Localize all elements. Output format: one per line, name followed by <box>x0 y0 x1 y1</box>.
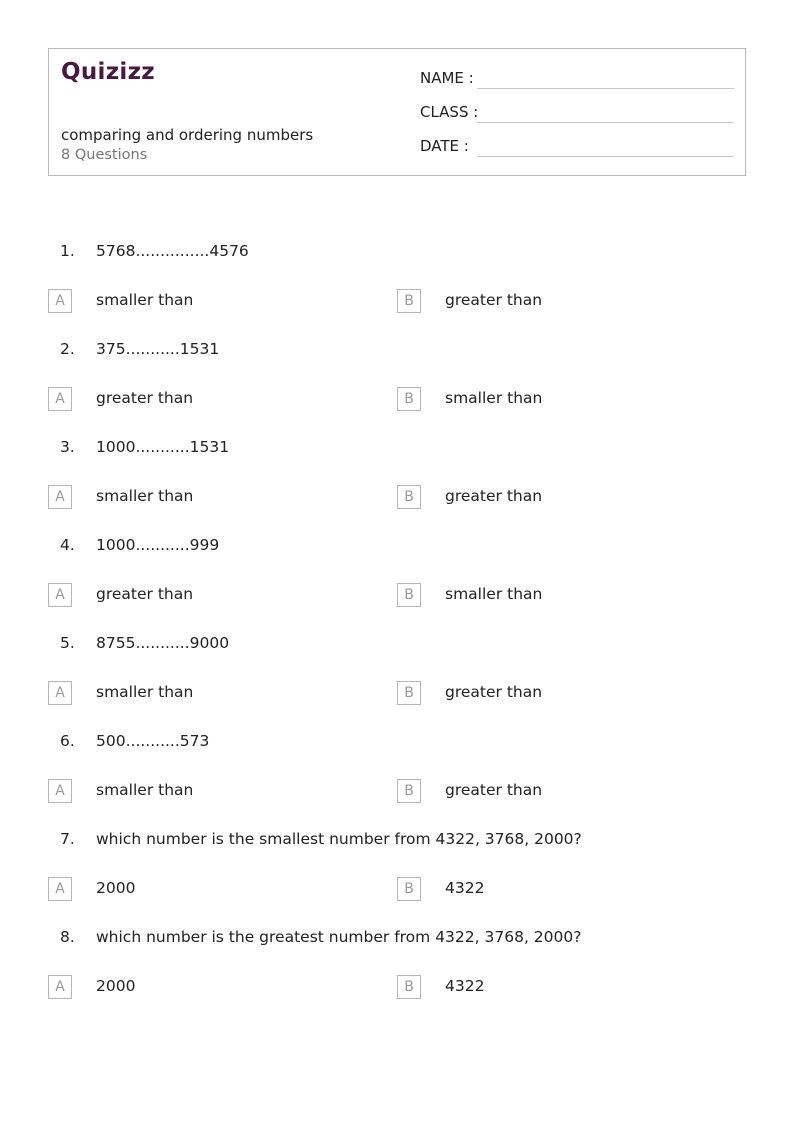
option-b-text: greater than <box>445 291 543 309</box>
name-label: NAME : <box>420 69 474 87</box>
quizizz-logo: Quizizz <box>61 59 155 85</box>
question-text: which number is the greatest number from 4322, 3768, 2000? <box>96 928 582 946</box>
question-number: 6. <box>60 732 75 750</box>
option-b-checkbox[interactable]: B <box>397 583 421 607</box>
option-b-checkbox[interactable]: B <box>397 779 421 803</box>
option-b-checkbox[interactable]: B <box>397 289 421 313</box>
option-a-checkbox[interactable]: A <box>48 779 72 803</box>
option-b-text: smaller than <box>445 389 543 407</box>
question-text: 5768...............4576 <box>96 242 249 260</box>
question-count: 8 Questions <box>61 147 148 163</box>
option-a-text: 2000 <box>96 977 136 995</box>
question-text: 375...........1531 <box>96 340 220 358</box>
date-line[interactable] <box>477 156 734 157</box>
option-b-text: 4322 <box>445 879 485 897</box>
option-b-checkbox[interactable]: B <box>397 975 421 999</box>
question-number: 4. <box>60 536 75 554</box>
option-a-checkbox[interactable]: A <box>48 583 72 607</box>
class-field[interactable] <box>420 103 734 125</box>
option-b-text: greater than <box>445 487 543 505</box>
option-a-text: smaller than <box>96 487 194 505</box>
question-text: 1000...........1531 <box>96 438 230 456</box>
option-a-text: smaller than <box>96 291 194 309</box>
option-a-checkbox[interactable]: A <box>48 485 72 509</box>
question-number: 3. <box>60 438 75 456</box>
option-b-text: 4322 <box>445 977 485 995</box>
question-text: 500...........573 <box>96 732 210 750</box>
option-b-checkbox[interactable]: B <box>397 877 421 901</box>
option-b-checkbox[interactable]: B <box>397 681 421 705</box>
option-a-text: smaller than <box>96 683 194 701</box>
option-a-checkbox[interactable]: A <box>48 975 72 999</box>
question-number: 2. <box>60 340 75 358</box>
option-a-text: greater than <box>96 389 194 407</box>
date-field[interactable] <box>420 137 734 159</box>
option-b-text: smaller than <box>445 585 543 603</box>
question-number: 1. <box>60 242 75 260</box>
option-a-checkbox[interactable]: A <box>48 289 72 313</box>
class-line[interactable] <box>477 122 734 123</box>
class-label: CLASS : <box>420 103 479 121</box>
question-text: 8755...........9000 <box>96 634 230 652</box>
option-b-text: greater than <box>445 781 543 799</box>
worksheet-header <box>48 48 746 176</box>
date-label: DATE : <box>420 137 469 155</box>
option-b-text: greater than <box>445 683 543 701</box>
option-b-checkbox[interactable]: B <box>397 387 421 411</box>
name-line[interactable] <box>477 88 734 89</box>
option-a-text: greater than <box>96 585 194 603</box>
worksheet-title: comparing and ordering numbers <box>61 126 314 144</box>
option-a-text: smaller than <box>96 781 194 799</box>
question-number: 8. <box>60 928 75 946</box>
question-text: 1000...........999 <box>96 536 220 554</box>
option-a-checkbox[interactable]: A <box>48 681 72 705</box>
name-field[interactable] <box>420 69 734 91</box>
option-b-checkbox[interactable]: B <box>397 485 421 509</box>
question-number: 5. <box>60 634 75 652</box>
option-a-checkbox[interactable]: A <box>48 387 72 411</box>
question-text: which number is the smallest number from 4322, 3768, 2000? <box>96 830 582 848</box>
option-a-text: 2000 <box>96 879 136 897</box>
question-number: 7. <box>60 830 75 848</box>
option-a-checkbox[interactable]: A <box>48 877 72 901</box>
